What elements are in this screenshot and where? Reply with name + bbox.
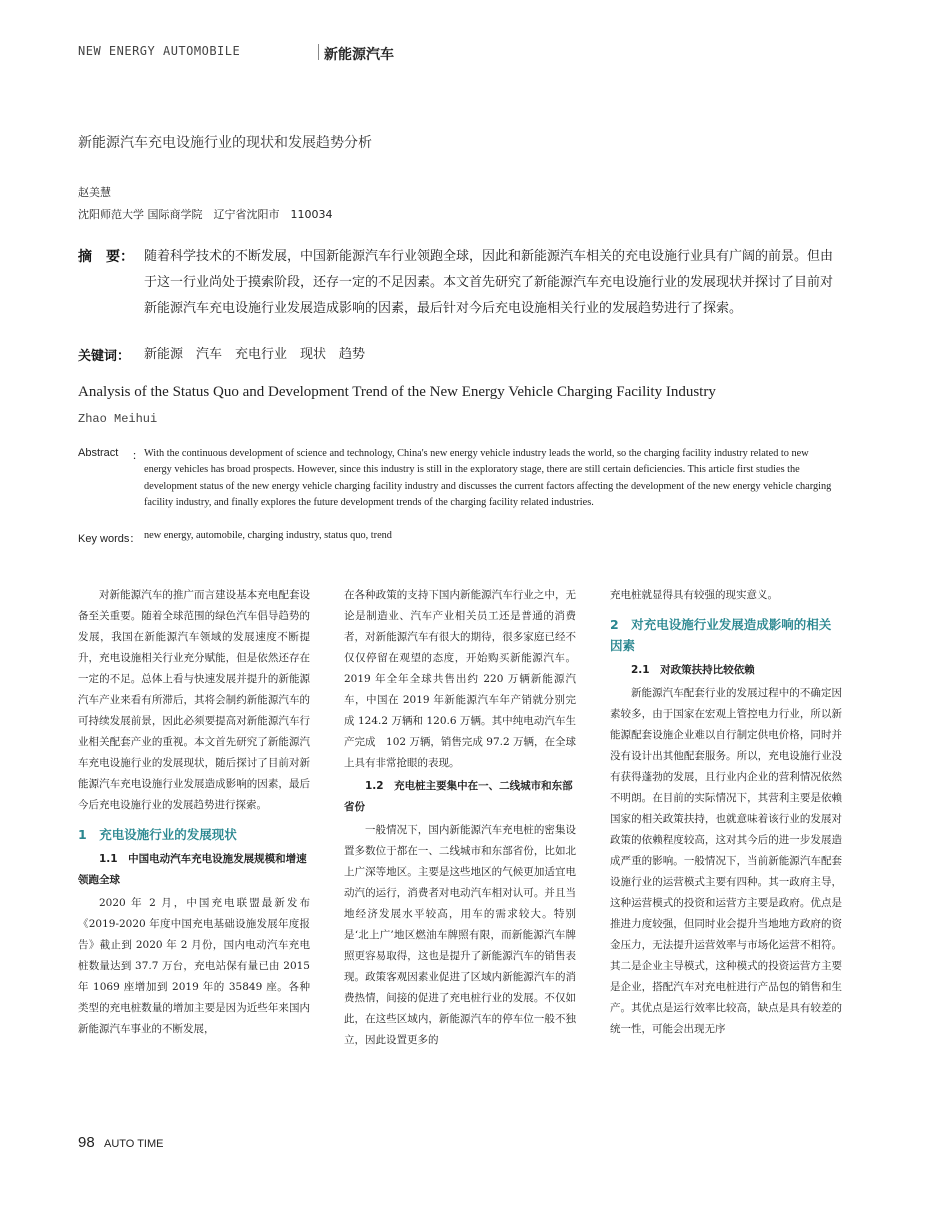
section-heading-2: 2 对充电设施行业发展造成影响的相关因素 [610,617,832,653]
paragraph-1-2-cont: 充电桩就显得具有较强的现实意义。 [610,589,778,601]
paper-title-cn: 新能源汽车充电设施行业的现状和发展趋势分析 [78,135,372,151]
keywords-cn-label: 关键词： [78,349,131,364]
journal-name: AUTO TIME [104,1138,164,1150]
keywords-cn-text: 新能源 汽车 充电行业 现状 趋势 [144,347,366,362]
subsection-heading-2-1: 2.1 对政策扶持比较依赖 [631,664,755,676]
abstract-en-label: Abstract [78,447,119,459]
author-cn: 赵美慧 [78,186,111,199]
section-heading-1: 1 充电设施行业的发展现状 [78,827,237,842]
body-column-1 [78,585,310,1040]
keywords-en-label: Key words： [78,533,141,545]
running-header-en: NEW ENERGY AUTOMOBILE [78,44,241,58]
header-divider [318,44,319,60]
abstract-en-colon: ： [132,450,143,462]
page-number: 98 [78,1134,95,1151]
paragraph-1-1: 2020 年 2 月，中国充电联盟最新发布《2019-2020 年度中国充电基础设施发展年度报告》截止到 2020 年 2 月份，国内电动汽车充电桩数量达到 37.7 万台，充电站保有量已由 2015 年 1069 座增加到 2019 年的 35849 座。各种类型的充电桩数量的增加主要是因为近些年来国内新能源汽车事业的不断发展， [78,897,310,1035]
paragraph-intro: 对新能源汽车的推广而言建设基本充电配套设备至关重要。随着全球范围的绿色汽车倡导趋势的发展，我国在新能源汽车领域的发展速度不断提升，充电设施相关行业充分赋能，但是依然还存在一定的不足。总体上看与快速发展并提升的新能源汽车产业来看有所滞后，其将会制约新能源汽车的可持续发展前景，因此必须要提高对新能源汽车行业相关配套产业的重视。本文首先研究了新能源汽车充电设施行业的发展现状，随后探讨了目前对新能源汽车充电设施行业发展造成影响的因素，最后今后充电设施行业的发展趋势进行探索。 [78,589,310,811]
body-column-2 [344,585,576,1051]
body-column-3 [610,585,842,1040]
paragraph-1-1-cont: 在各种政策的支持下国内新能源汽车行业之中，无论是制造业、汽车产业相关员工还是普通的消费者，对新能源汽车有很大的期待，很多家庭已经不仅仅停留在观望的态度，开始购买新能源汽车。2019 年全年全球共售出约 220 万辆新能源汽车，中国在 2019 年新能源汽车年产销就分别完成 124.2 万辆和 120.6 万辆。其中纯电动汽车生产完成 102 万辆，销售完成 97.2 万辆，在全球上具有非常抢眼的表现。 [344,589,576,769]
paragraph-1-2: 一般情况下，国内新能源汽车充电桩的密集设置多数位于都在一、二线城市和东部省份，比如北上广深等地区。主要是这些地区的气候更加适宜电动汽的运行，消费者对电动汽车相对认可。并且当地经济发展水平较高，用车的需求较大。特别是‘北上广’地区燃油车牌照有限，而新能源汽车牌照更容易取得，这也是提升了新能源汽车的销售表现。政策客观因素业促进了区域内新能源汽车的消费热情，间接的促进了充电桩行业的发展。不仅如此，在这些区域内，新能源汽车的停车位一般不独立，因此设置更多的 [344,824,576,1046]
paragraph-2-1: 新能源汽车配套行业的发展过程中的不确定因素较多，由于国家在宏观上管控电力行业，所以新能源配套设施企业难以自行制定供电价格，同时并没有设计出其他配套服务。所以，充电设施行业没有获得蓬勃的发展，且行业内企业的营利情况依然不明朗。在目前的实际情况下，其营利主要是依赖国家的相关政策扶持，也就意味着该行业的发展对政策的依赖程度较高，这对其今后的进一步发展造成严重的影响。一般情况下，当前新能源汽车配套设施行业的运营模式主要有四种。其一政府主导，这种运营模式的投资和运营方主要是政府。优点是推进力度较强，但同时业会提升当地地方政府的资金压力，无法提升运营效率与市场化运营不相符。其二是企业主导模式，这种模式的投资运营方主要是企业，搭配汽车对充电桩进行产品包的销售和生产。其优点是运行效率比较高，缺点是具有较差的统一性，可能会出现无序 [610,687,842,1035]
abstract-cn-text: 随着科学技术的不断发展，中国新能源汽车行业领跑全球，因此和新能源汽车相关的充电设施行业具有广阔的前景。但由于这一行业尚处于摸索阶段，还存一定的不足因素。本文首先研究了新能源汽车充电设施行业的发展现状并探讨了目前对新能源汽车充电设施行业发展造成影响的因素，最后针对今后充电设施相关行业的发展趋势进行了探索。 [144,249,834,316]
author-en: Zhao Meihui [78,412,158,426]
keywords-en-text: new energy, automobile, charging industry, status quo, trend [144,530,392,541]
running-header-section: 新能源汽车 [324,47,394,63]
affiliation-cn: 沈阳师范大学 国际商学院 辽宁省沈阳市 110034 [78,208,333,221]
subsection-heading-1-1: 1.1 中国电动汽车充电设施发展规模和增速领跑全球 [78,853,307,886]
subsection-heading-1-2: 1.2 充电桩主要集中在一、二线城市和东部省份 [344,780,573,813]
abstract-en-text: With the continuous development of science and technology, China's new energy vehicle industry leads the world, so the charging facility industry related to new energy vehicles has broad prospects. However, since this industry is still in the exploratory stage, there are still certain deficiencies. This article first studies the development status of the new energy vehicle charging facility industry and discusses the current factors affecting the development of the new energy vehicle charging facility industry, and finally explores the future development trends of the charging facility related industries. [144,448,832,508]
abstract-cn-label: 摘 要： [78,249,134,265]
paper-title-en: Analysis of the Status Quo and Development Trend of the New Energy Vehicle Charging Facility Industry [78,384,716,400]
